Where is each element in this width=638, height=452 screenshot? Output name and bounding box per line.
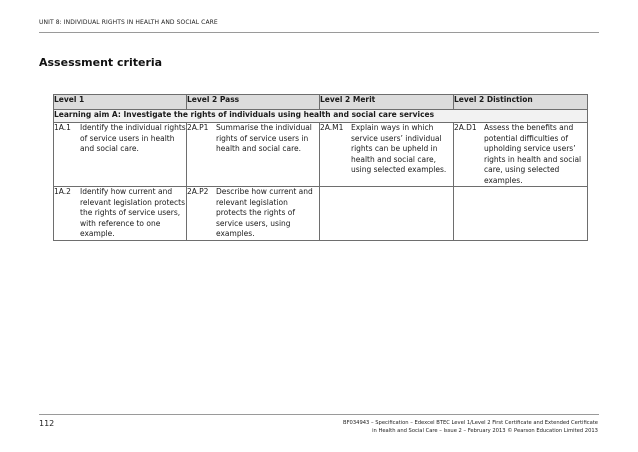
criterion-cell	[54, 123, 187, 187]
unit-header: UNIT 8: INDIVIDUAL RIGHTS IN HEALTH AND SOCIAL CARE	[39, 19, 218, 26]
criterion-cell	[187, 123, 320, 187]
criterion-text: Explain ways in which service users’ individual rights can be upheld in health and social care, using selected examples.	[351, 123, 447, 174]
table-row	[54, 123, 588, 187]
criterion-text: Identify the individual rights of service users in health and social care.	[80, 123, 186, 153]
criterion-cell	[187, 187, 320, 241]
criterion-cell	[54, 187, 187, 241]
column-header-level-2-pass: Level 2 Pass	[187, 95, 320, 110]
column-header-level-2-merit: Level 2 Merit	[320, 95, 454, 110]
criterion-code: 1A.1	[54, 123, 71, 132]
criterion-cell	[454, 123, 588, 187]
empty-cell	[454, 187, 588, 241]
assessment-criteria-table	[53, 94, 588, 241]
column-header-level-1: Level 1	[54, 95, 187, 110]
criterion-text: Identify how current and relevant legislation protects the rights of service users, with reference to one example.	[80, 187, 186, 238]
learning-aim-a: Learning aim A: Investigate the rights of individuals using health and social care services	[54, 110, 588, 123]
criterion-code: 2A.D1	[454, 123, 477, 132]
criterion-code: 2A.P1	[187, 123, 209, 132]
criterion-code: 2A.M1	[320, 123, 344, 132]
criterion-text: Assess the benefits and potential difficulties of upholding service users’ rights in health and social care, using selected examples.	[484, 123, 582, 185]
header-rule	[39, 32, 599, 33]
table-row	[54, 187, 588, 241]
learning-aim-row	[54, 110, 588, 123]
column-header-level-2-distinction: Level 2 Distinction	[454, 95, 588, 110]
empty-cell	[320, 187, 454, 241]
footer-line-1: BF034943 – Specification – Edexcel BTEC Level 1/Level 2 First Certificate and Extended Certificate	[343, 420, 598, 426]
section-title: Assessment criteria	[39, 56, 163, 69]
table-header-row	[54, 95, 588, 110]
criterion-text: Describe how current and relevant legislation protects the rights of service users, using examples.	[216, 187, 313, 238]
criterion-code: 1A.2	[54, 187, 71, 196]
footer-citation	[298, 419, 598, 435]
criterion-cell	[320, 123, 454, 187]
criterion-text: Summarise the individual rights of service users in health and social care.	[216, 123, 312, 153]
criterion-code: 2A.P2	[187, 187, 209, 196]
page-number: 112	[39, 419, 55, 428]
footer-line-2: in Health and Social Care – Issue 2 – February 2013 © Pearson Education Limited 2013	[372, 428, 598, 434]
footer-rule	[39, 414, 599, 415]
